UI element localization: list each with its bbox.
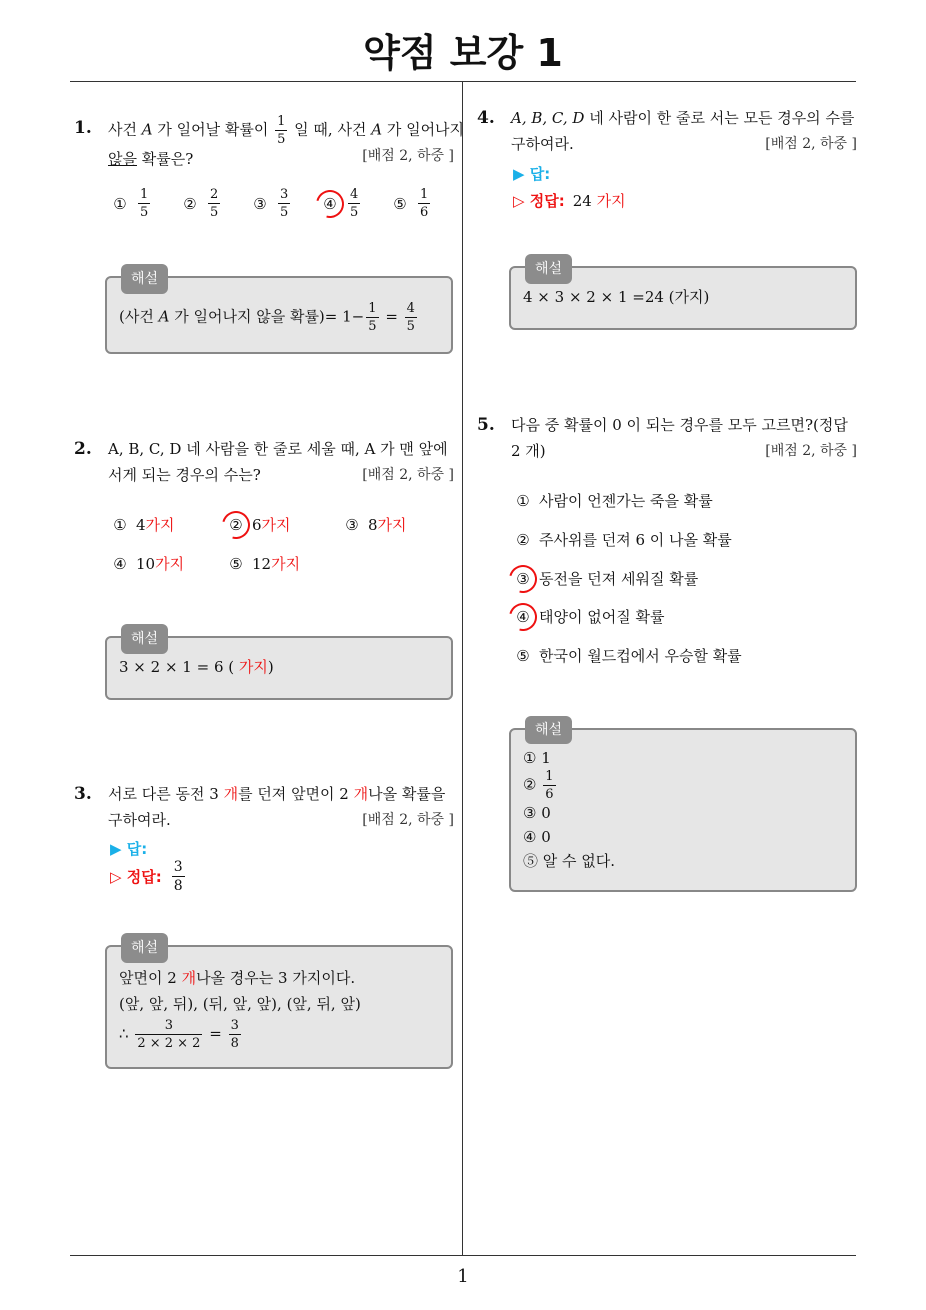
fraction: $\frac{1}{5}$ xyxy=(277,114,286,147)
question-1 xyxy=(74,114,465,175)
top-rule xyxy=(70,81,856,82)
correct-answer: ▷ 정답: $\frac{3}{8}$ xyxy=(110,859,183,894)
choice-1[interactable]: ① $\frac{1}{5}$ xyxy=(110,188,152,219)
choice-mark: ② xyxy=(183,194,197,213)
explanation-box: 해설 (사건 A 가 일어나지 않을 확률)= 1− $\frac{1}{5}$ = $\frac{4}{5}$ xyxy=(105,276,453,354)
correct-answer: ▷ 정답: 24 가지 xyxy=(513,192,626,210)
column-divider xyxy=(462,82,463,1255)
question-text: A, B, C, D 네 사람이 한 줄로 서는 모든 경우의 수를 구하여라. xyxy=(511,109,855,153)
question-number: 1. xyxy=(74,118,92,138)
var: A xyxy=(141,120,153,139)
score-meta: [배점 2, 하중 ] xyxy=(362,467,454,483)
text-run: 가 일어나지 xyxy=(382,120,465,139)
question-text: A, B, C, D 네 사람을 한 줄로 세울 때, A 가 맨 앞에 서게 되는 경우의 수는? xyxy=(108,440,448,484)
equals: = xyxy=(385,307,398,326)
explanation-box: 해설 ① 1 ② $\frac{1}{6}$ ③ 0 ④ 0 ⑤ 알 수 없다. xyxy=(509,728,857,892)
choice-5[interactable]: ⑤ 12 가지 xyxy=(229,554,301,573)
score-meta: [배점 2, 하중 ] xyxy=(765,443,857,459)
choice-mark: ⑤ xyxy=(393,194,407,213)
question-3 xyxy=(74,781,454,837)
choice-5[interactable]: ⑤ 한국이 월드컵에서 우승할 확률 xyxy=(516,646,742,665)
score-meta: [배점 2, 하중 ] xyxy=(765,136,857,152)
choice-5[interactable]: ⑤ $\frac{1}{6}$ xyxy=(390,188,432,219)
explanation-box: 해설 앞면이 2 개나올 경우는 3 가지이다. (앞, 앞, 뒤), (뒤, 앞, 앞), (앞, 뒤, 앞) ∴ $\frac{3}{2 \times 2 \times 2}$ = $\frac{3}{8}$ xyxy=(105,945,453,1069)
question-text: 서로 다른 동전 3 개를 던져 앞면이 2 개나올 확률을 구하여라. xyxy=(108,785,446,829)
explanation-box: 해설 4 × 3 × 2 × 1 =24 (가지) xyxy=(509,266,857,330)
question-4 xyxy=(477,105,857,161)
text-run: 일 때, 사건 xyxy=(289,120,372,139)
explanation-label: 해설 xyxy=(121,933,168,963)
question-number: 3. xyxy=(74,784,92,804)
page-number: 1 xyxy=(457,1266,469,1287)
score-meta: [배점 2, 하중 ] xyxy=(362,148,454,164)
choice-3-selected[interactable]: ③ 동전을 던져 세워질 확률 xyxy=(513,568,698,589)
var: A xyxy=(158,307,170,326)
bottom-rule xyxy=(70,1255,856,1256)
answer-label: ▶ 답: xyxy=(513,165,551,183)
var: A xyxy=(371,120,383,139)
text-run: 가 일어나지 않을 확률)= 1− xyxy=(169,307,365,326)
choice-4[interactable]: ④ 10 가지 xyxy=(113,554,185,573)
text-run: (사건 xyxy=(119,307,159,326)
underlined-text: 않을 xyxy=(108,150,137,168)
explanation-label: 해설 xyxy=(121,264,168,294)
answer-label: ▶ 답: xyxy=(110,840,148,858)
score-meta: [배점 2, 하중 ] xyxy=(362,812,454,828)
text-run: 가 일어날 확률이 xyxy=(152,120,274,139)
question-5 xyxy=(477,412,857,468)
explanation-box: 해설 3 × 2 × 1 = 6 ( 가지) xyxy=(105,636,453,700)
choice-1[interactable]: ① 4 가지 xyxy=(113,515,175,534)
text-run: 사건 xyxy=(108,120,142,139)
page-title: 약점 보강 1 xyxy=(363,31,563,75)
choice-3[interactable]: ③ $\frac{3}{5}$ xyxy=(250,188,292,219)
choice-2-selected[interactable]: ② 6 가지 xyxy=(226,514,291,535)
explanation-label: 해설 xyxy=(121,624,168,654)
question-number: 5. xyxy=(477,415,495,435)
choice-3[interactable]: ③ 8 가지 xyxy=(345,515,407,534)
text-run: 확률은? xyxy=(136,150,194,168)
explanation-label: 해설 xyxy=(525,254,572,284)
choice-2[interactable]: ② $\frac{2}{5}$ xyxy=(180,188,222,219)
choice-mark-circled: ④ xyxy=(320,195,340,213)
choice-mark: ③ xyxy=(253,194,267,213)
explanation-label: 해설 xyxy=(525,716,572,744)
choice-4-selected[interactable]: ④ 태양이 없어질 확률 xyxy=(513,606,664,627)
question-number: 2. xyxy=(74,439,92,459)
question-text: 다음 중 확률이 0 이 되는 경우를 모두 고르면?(정답 2 개) xyxy=(511,416,848,460)
question-2 xyxy=(74,436,454,492)
choice-4-selected[interactable]: ④ $\frac{4}{5}$ xyxy=(320,188,362,219)
choice-1[interactable]: ① 사람이 언젠가는 죽을 확률 xyxy=(516,491,713,510)
question-number: 4. xyxy=(477,108,495,128)
choice-2[interactable]: ② 주사위를 던져 6 이 나올 확률 xyxy=(516,530,732,549)
choice-mark: ① xyxy=(113,194,127,213)
